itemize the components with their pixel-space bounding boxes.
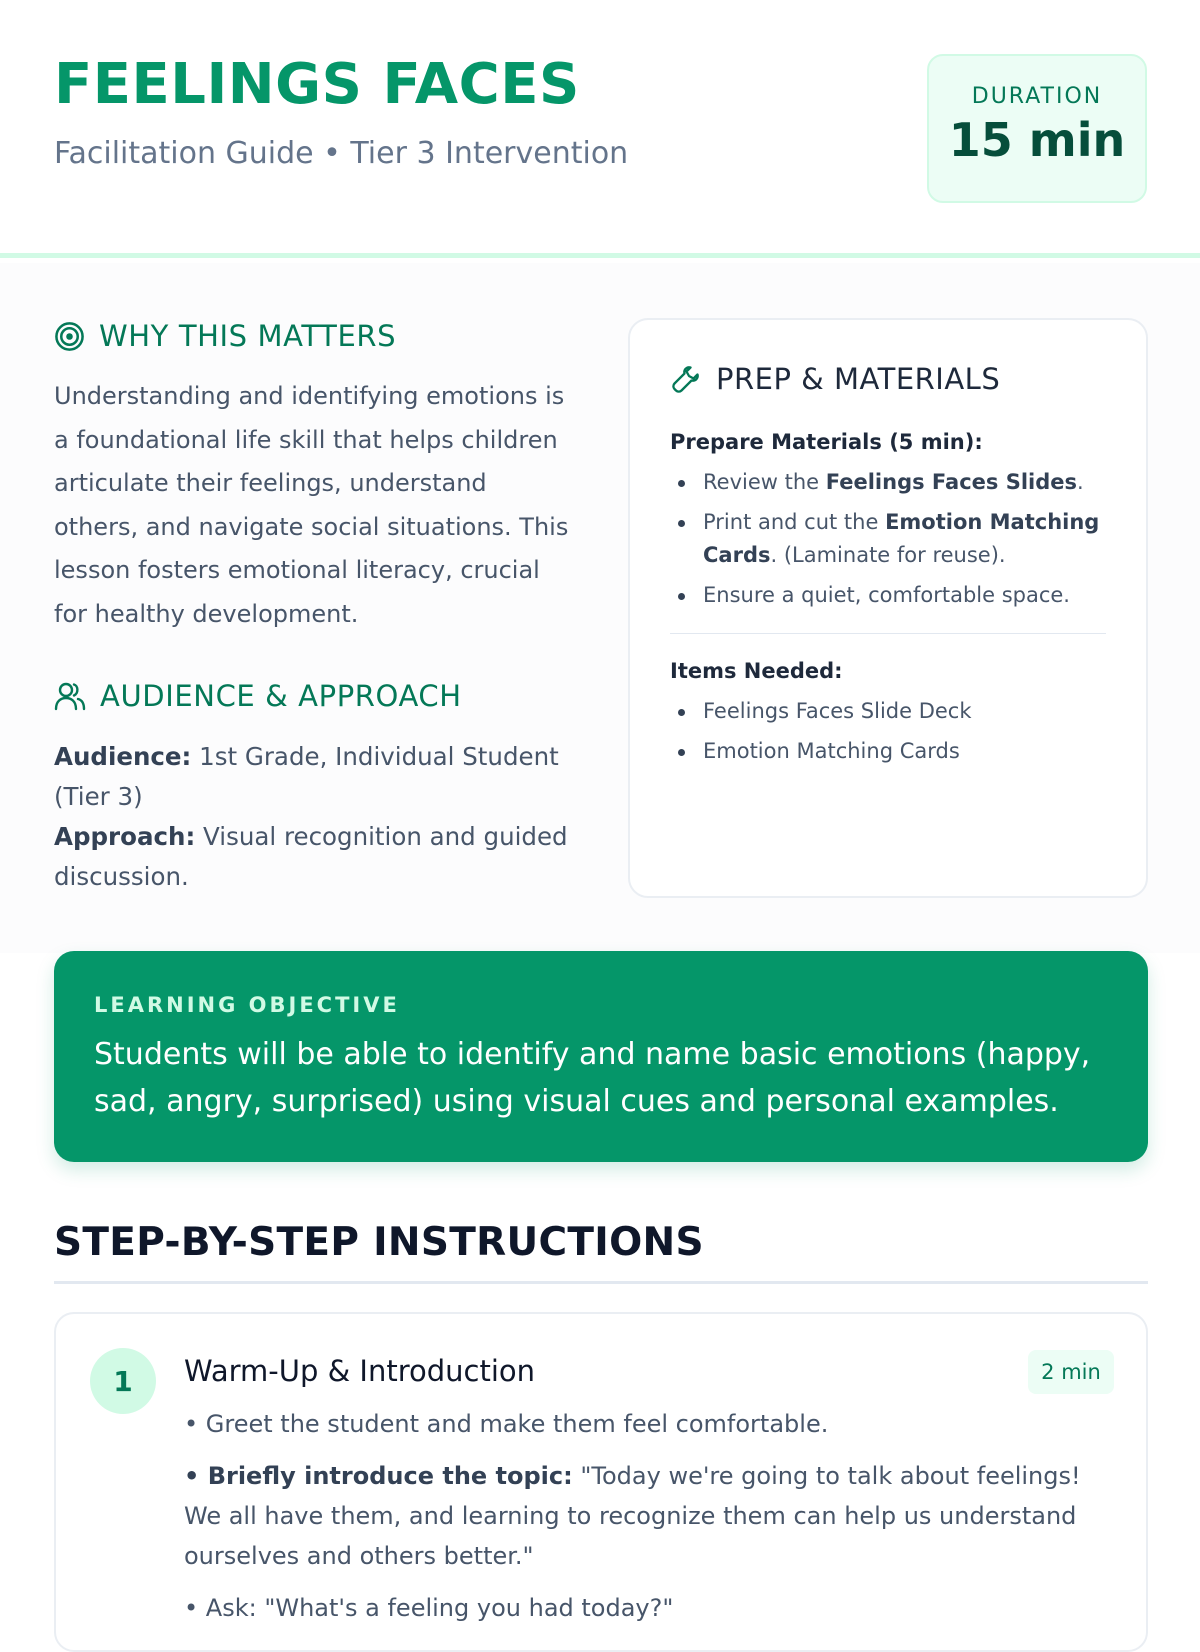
step-bullet: • Ask: "What's a feeling you had today?" <box>184 1594 674 1622</box>
list-item: Emotion Matching Cards <box>670 735 1110 768</box>
step-number: 1 <box>90 1348 156 1414</box>
items-list <box>670 695 1110 775</box>
step-bullet-label: • Briefly introduce the topic: <box>184 1462 573 1490</box>
list-item: Print and cut the Emotion Matching Cards. (Laminate for reuse). <box>670 506 1110 572</box>
step-bullet: • Greet the student and make them feel comfortable. <box>184 1410 829 1438</box>
prep-heading-text: PREP & MATERIALS <box>716 362 1001 396</box>
duration-value: 15 min <box>948 113 1126 167</box>
divider <box>54 1281 1148 1284</box>
step-card <box>54 1312 1148 1652</box>
objective-text: Students will be able to identify and name basic emotions (happy, sad, angry, surprised) using visual cues and personal examples. <box>94 1037 1091 1119</box>
page-subtitle: Facilitation Guide • Tier 3 Intervention <box>54 136 629 171</box>
objective-label: LEARNING OBJECTIVE <box>94 993 400 1017</box>
audience-heading-text: AUDIENCE & APPROACH <box>100 679 462 713</box>
list-item: Feelings Faces Slide Deck <box>670 695 1110 728</box>
steps-heading: STEP-BY-STEP INSTRUCTIONS <box>54 1220 704 1265</box>
prepare-heading: Prepare Materials (5 min): <box>670 430 983 454</box>
users-icon <box>54 681 86 711</box>
prep-heading <box>670 362 1000 396</box>
step-bullets <box>184 1404 1094 1640</box>
header <box>0 0 1200 258</box>
audience-heading <box>54 679 462 713</box>
step-time-badge: 2 min <box>1028 1350 1114 1394</box>
approach-line <box>54 817 574 897</box>
audience-value: 1st Grade, Individual Student (Tier 3) <box>54 742 559 811</box>
step-title: Warm-Up & Introduction <box>184 1354 536 1388</box>
why-heading <box>54 319 396 353</box>
list-item: Ensure a quiet, comfortable space. <box>670 579 1110 612</box>
duration-label: DURATION <box>971 84 1103 109</box>
why-heading-text: WHY THIS MATTERS <box>99 319 397 353</box>
step-bullet-text: "Today we're going to talk about feelings! We all have them, and learning to recognize them can help us understand ourselves and others better." <box>184 1462 1081 1570</box>
step-bullet <box>184 1456 1094 1576</box>
audience-label: Audience: <box>54 742 192 771</box>
info-section <box>0 263 1200 953</box>
approach-label: Approach: <box>54 822 196 851</box>
learning-objective-card <box>54 951 1148 1162</box>
audience-text <box>54 737 574 897</box>
prep-card <box>628 318 1148 898</box>
duration-badge <box>927 54 1147 203</box>
audience-line <box>54 737 574 817</box>
why-text: Understanding and identifying emotions is a foundational life skill that helps children articulate their feelings, understand others, and navigate social situations. This lesson fosters emotional literacy, crucial for healthy development. <box>54 382 569 628</box>
items-heading: Items Needed: <box>670 659 843 683</box>
list-item: Review the Feelings Faces Slides. <box>670 466 1110 499</box>
approach-value: Visual recognition and guided discussion. <box>54 822 568 891</box>
target-icon <box>54 321 85 352</box>
divider <box>670 633 1106 634</box>
wrench-icon <box>670 363 702 395</box>
page-title: FEELINGS FACES <box>54 52 580 117</box>
prepare-list <box>670 466 1110 619</box>
